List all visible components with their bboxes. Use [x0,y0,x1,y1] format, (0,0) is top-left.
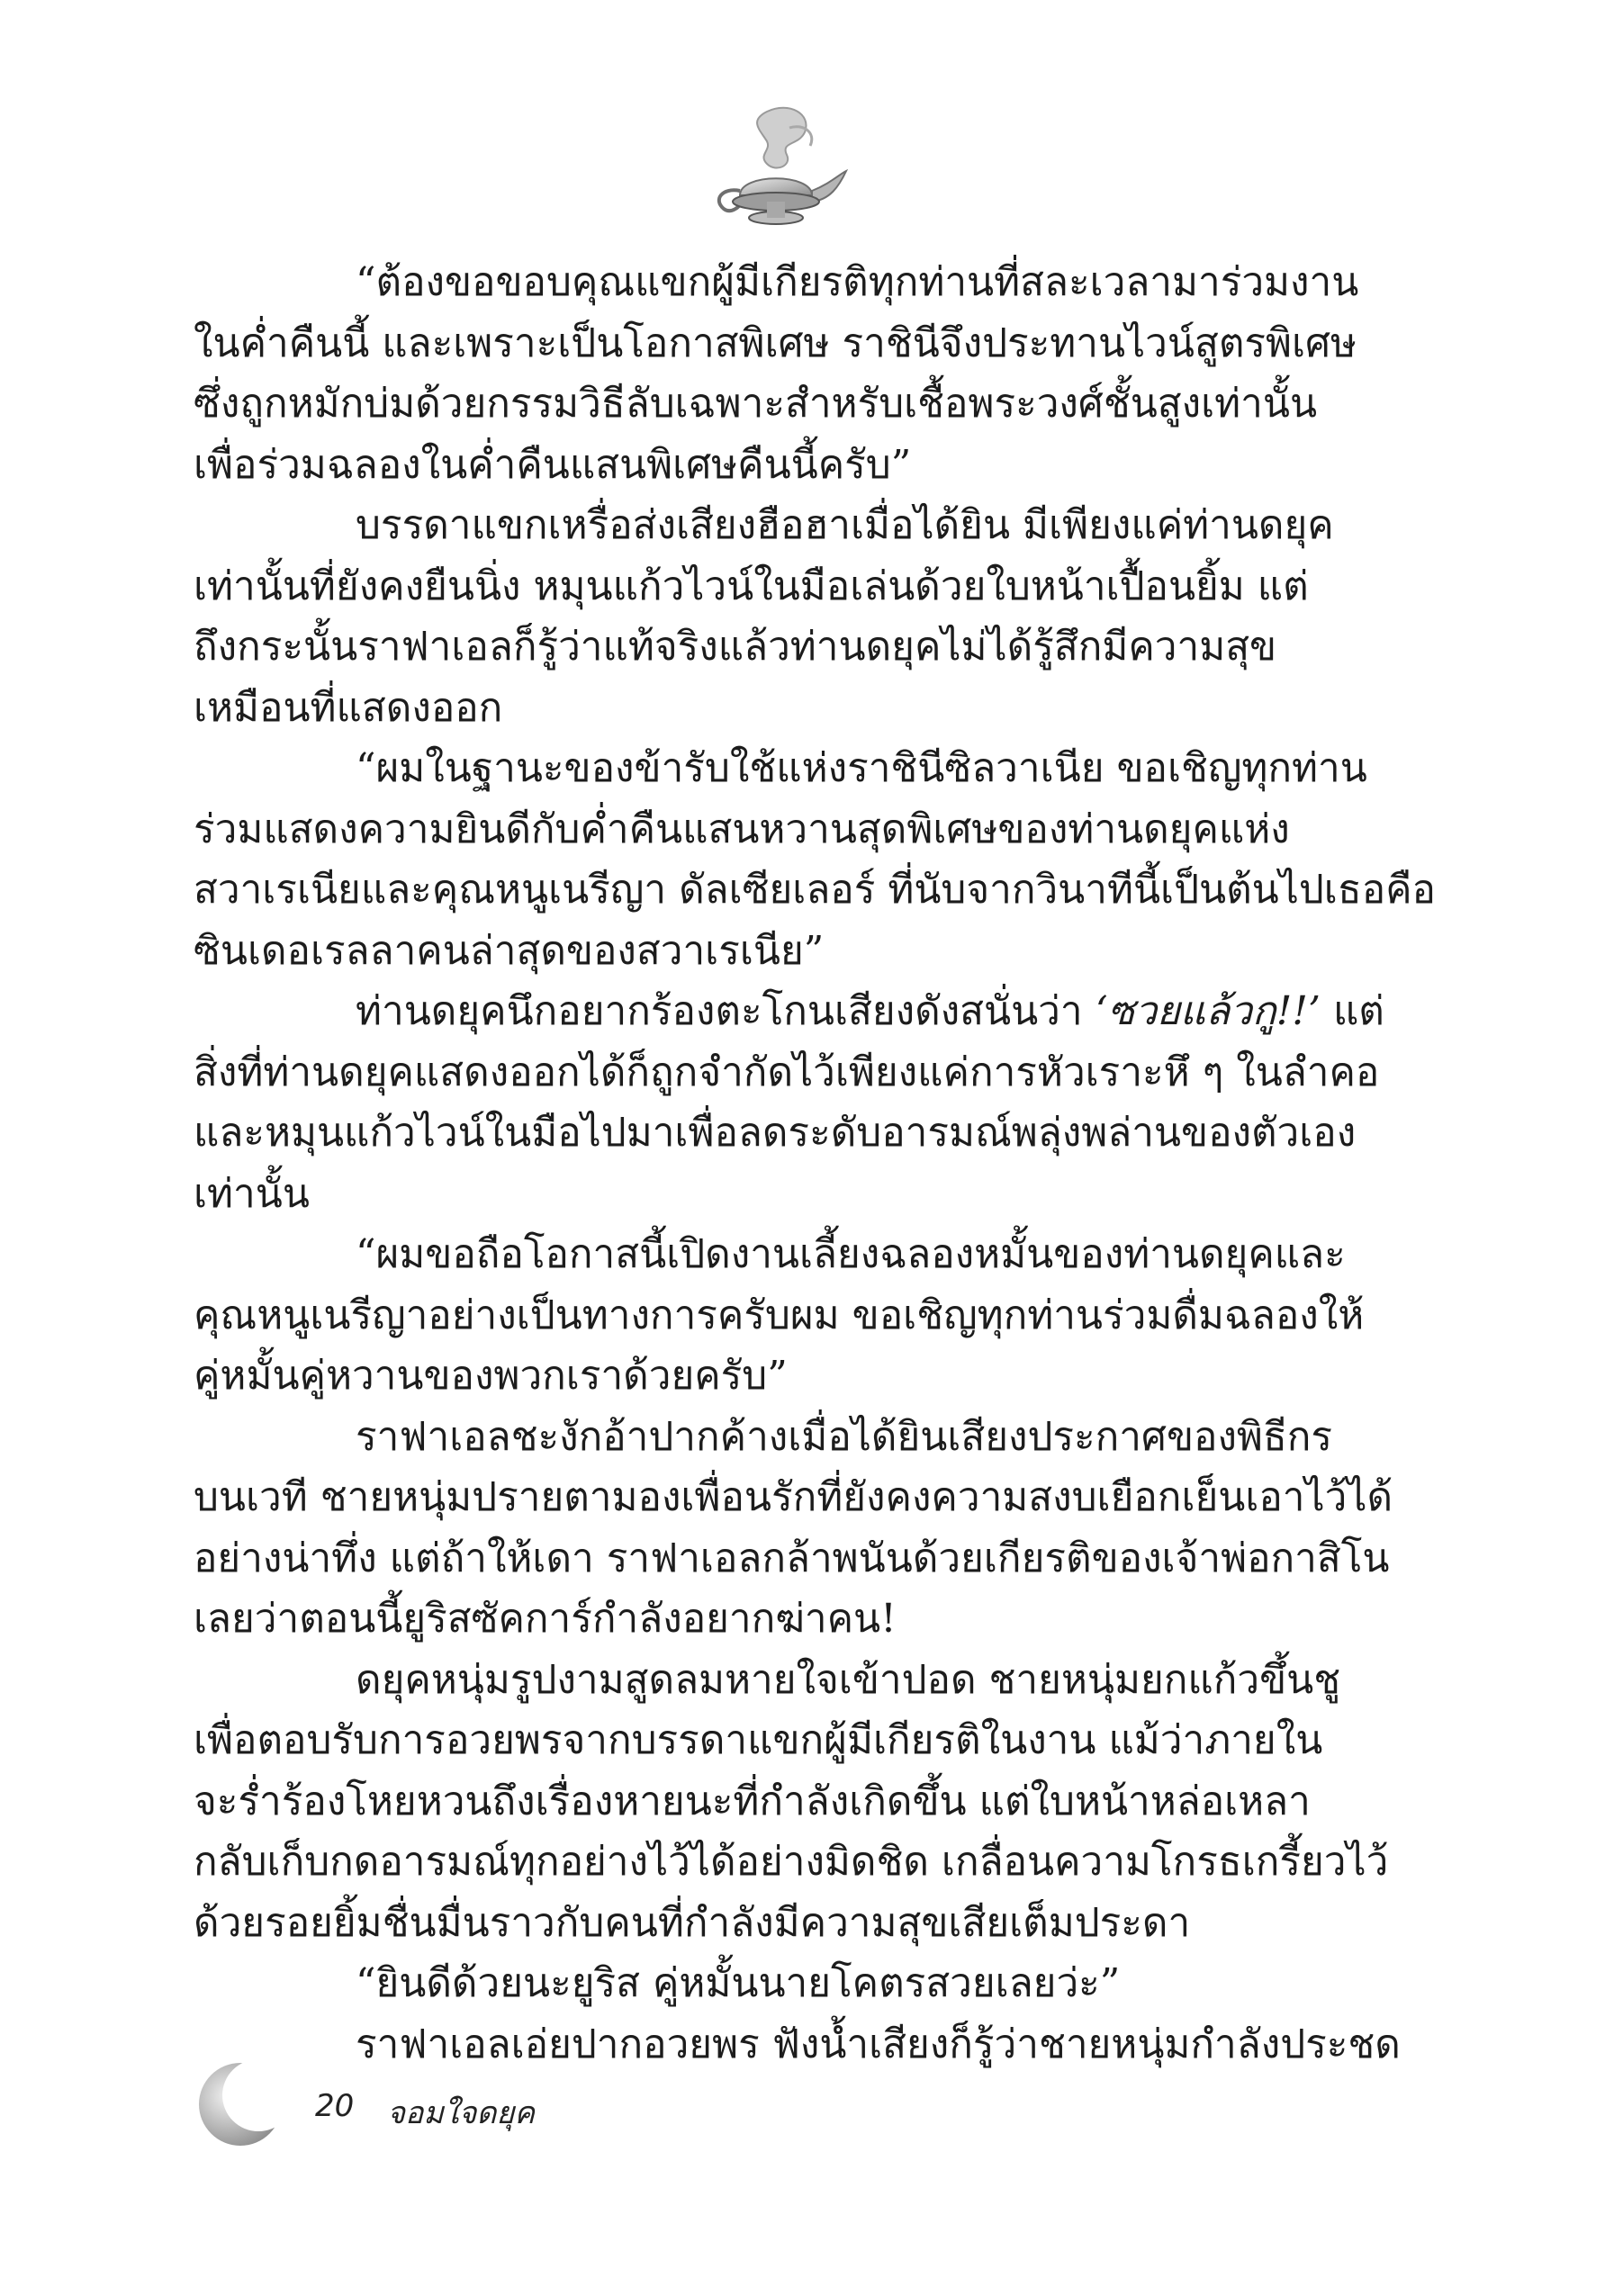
text-line: จะร่ำร้องโหยหวนถึงเรื่องหายนะที่กำลังเกิดขึ้น แต่ใบหน้าหล่อเหลา [194,1778,1311,1824]
text-line: “ยินดีด้วยนะยูริส คู่หมั้นนายโคตรสวยเลยว่ะ” [356,1960,1121,2006]
paragraph [194,738,1436,981]
text-line: บรรดาแขกเหรื่อส่งเสียงฮือฮาเมื่อได้ยิน มีเพียงแค่ท่านดยุค [356,502,1334,548]
paragraph [194,1953,1337,2014]
text-line: กลับเก็บกดอารมณ์ทุกอย่างไว้ได้อย่างมิดชิด เกลื่อนความโกรธเกรี้ยวไว้ [194,1839,1389,1885]
crescent-moon-icon [194,2052,293,2151]
italic-exclamation: ‘ซวยแล้วกู!!’ [1095,988,1321,1034]
text-line: คู่หมั้นคู่หวานของพวกเราด้วยครับ” [194,1353,788,1399]
text-segment: แต่ [1320,988,1384,1034]
paragraph [194,1224,1365,1407]
paragraph [194,1650,1389,1954]
text-line: ด้วยรอยยิ้มชื่นมื่นราวกับคนที่กำลังมีความสุขเสียเต็มประดา [194,1899,1191,1946]
text-line: เหมือนที่แสดงออก [194,684,503,731]
text-line: ในค่ำคืนนี้ และเพราะเป็นโอกาสพิเศษ ราชินีจึงประทานไวน์สูตรพิเศษ [194,320,1357,366]
text-line: “ผมขอถือโอกาสนี้เปิดงานเลี้ยงฉลองหมั้นของท่านดยุคและ [356,1231,1346,1277]
text-line: ซึ่งถูกหมักบ่มด้วยกรรมวิธีลับเฉพาะสำหรับเชื้อพระวงศ์ชั้นสูงเท่านั้น [194,381,1318,427]
book-title: จอมใจดยุค [387,2095,536,2131]
text-line: และหมุนแก้วไวน์ในมือไปมาเพื่อลดระดับอารมณ์พลุ่งพล่านของตัวเอง [194,1110,1357,1156]
page-number: 20 [315,2088,355,2124]
text-line: สิ่งที่ท่านดยุคแสดงออกได้ก็ถูกจำกัดไว้เพียงแค่การหัวเราะหึ ๆ ในลำคอ [194,1049,1380,1095]
paragraph [194,495,1337,738]
text-line: ซินเดอเรลลาคนล่าสุดของสวาเรเนีย” [194,927,825,974]
text-line: ถึงกระนั้นราฟาเอลก็รู้ว่าแท้จริงแล้วท่านดยุคไม่ได้รู้สึกมีความสุข [194,624,1277,670]
text-line: ราฟาเอลเอ่ยปากอวยพร ฟังน้ำเสียงก็รู้ว่าชายหนุ่มกำลังประชด [356,2021,1401,2067]
text-line: เท่านั้นที่ยังคงยืนนิ่ง หมุนแก้วไวน์ในมือเล่นด้วยใบหน้าเปื้อนยิ้ม แต่ [194,563,1309,609]
paragraph [194,981,1384,1224]
text-line: เพื่อร่วมฉลองในค่ำคืนแสนพิเศษคืนนี้ครับ” [194,441,912,488]
text-line: คุณหนูเนรีญาอย่างเป็นทางการครับผม ขอเชิญทุกท่านร่วมดื่มฉลองให้ [194,1292,1365,1338]
text-line: สวาเรเนียและคุณหนูเนรีญา ดัลเซียเลอร์ ที่นับจากวินาทีนี้เป็นต้นไปเธอคือ [194,867,1436,913]
text-line: เลยว่าตอนนี้ยูริสซัคการ์กำลังอยากฆ่าคน! [194,1596,897,1642]
text-line: ราฟาเอลชะงักอ้าปากค้างเมื่อได้ยินเสียงประกาศของพิธีกร [356,1413,1333,1460]
text-line [194,981,1384,1042]
magic-lamp-icon [704,101,848,240]
text-line: เท่านั้น [194,1170,310,1217]
text-line: บนเวที ชายหนุ่มปรายตามองเพื่อนรักที่ยังคงความสงบเยือกเย็นเอาไว้ได้ [194,1474,1393,1520]
text-line: “ต้องขอขอบคุณแขกผู้มีเกียรติทุกท่านที่สละเวลามาร่วมงาน [356,259,1359,305]
paragraph [194,1407,1393,1650]
body-text [194,252,1436,2075]
paragraph [194,252,1359,495]
text-line: ร่วมแสดงความยินดีกับค่ำคืนแสนหวานสุดพิเศษของท่านดยุคแห่ง [194,806,1290,852]
text-segment: ท่านดยุคนึกอยากร้องตะโกนเสียงดังสนั่นว่า [356,988,1096,1034]
text-line: อย่างน่าทึ่ง แต่ถ้าให้เดา ราฟาเอลกล้าพนันด้วยเกียรติของเจ้าพ่อกาสิโน [194,1535,1390,1581]
text-line: เพื่อตอบรับการอวยพรจากบรรดาแขกผู้มีเกียรติในงาน แม้ว่าภายใน [194,1717,1323,1763]
page-footer [194,2052,824,2160]
text-line: “ผมในฐานะของข้ารับใช้แห่งราชินีซิลวาเนีย ขอเชิญทุกท่าน [356,745,1367,791]
text-line: ดยุคหนุ่มรูปงามสูดลมหายใจเข้าปอด ชายหนุ่มยกแก้วขึ้นชู [356,1656,1341,1703]
